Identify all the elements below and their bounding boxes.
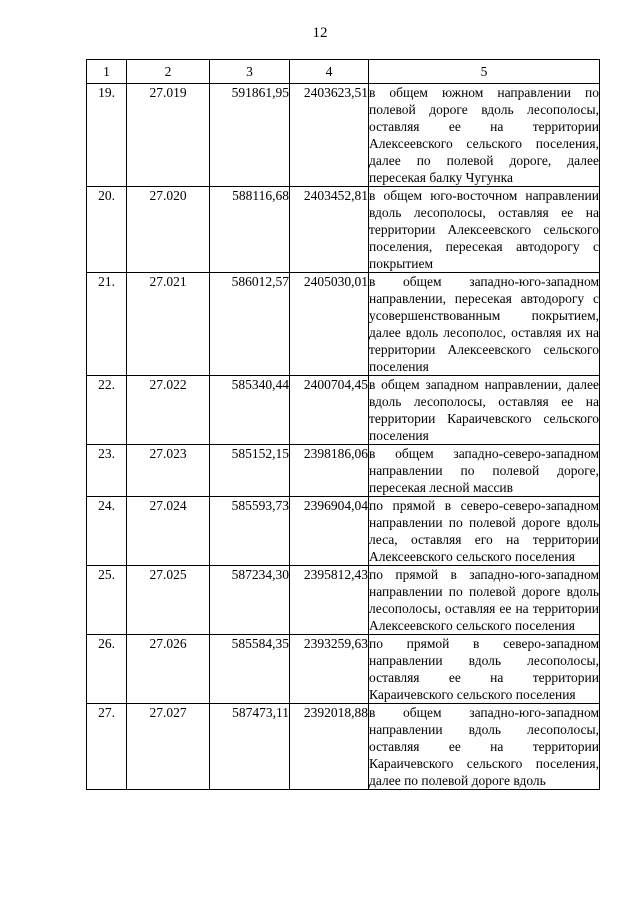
boundary-description: по прямой в западно-юго-западном направлении по полевой дороге вдоль лесополосы, оставляя ее на территории Алексеевского сельского поселения [369, 567, 599, 633]
boundary-description: по прямой в северо-северо-западном направлении по полевой дороге вдоль леса, оставляя его на территории Алексеевского сельского поселения [369, 498, 599, 564]
point-code: 27.020 [127, 187, 210, 273]
coordinate-x: 587473,11 [210, 704, 290, 790]
coordinate-x: 586012,57 [210, 273, 290, 376]
coordinate-x: 585593,73 [210, 497, 290, 566]
row-number: 19. [87, 84, 127, 187]
point-code: 27.026 [127, 635, 210, 704]
coordinate-x: 585340,44 [210, 376, 290, 445]
boundary-description: в общем западно-юго-западном направлении вдоль лесополосы, оставляя ее на территории Караичевского сельского поселения, далее по полевой дороге вдоль [369, 705, 599, 788]
point-code: 27.024 [127, 497, 210, 566]
coordinate-x: 588116,68 [210, 187, 290, 273]
coordinate-y: 2395812,43 [290, 566, 369, 635]
table-body [87, 84, 600, 790]
boundary-description: в общем юго-восточном направлении вдоль лесополосы, оставляя ее на территории Алексеевского сельского поселения, пересекая автодорогу с покрытием [369, 188, 599, 271]
coordinate-x: 587234,30 [210, 566, 290, 635]
table-row [87, 445, 600, 497]
point-code: 27.022 [127, 376, 210, 445]
header-col-5: 5 [369, 60, 600, 84]
boundary-description: по прямой в северо-западном направлении вдоль лесополосы, оставляя ее на территории Караичевского сельского поселения [369, 636, 599, 702]
header-col-3: 3 [210, 60, 290, 84]
row-number: 27. [87, 704, 127, 790]
coordinate-y: 2405030,01 [290, 273, 369, 376]
coordinate-y: 2393259,63 [290, 635, 369, 704]
point-code: 27.025 [127, 566, 210, 635]
point-code: 27.027 [127, 704, 210, 790]
header-col-4: 4 [290, 60, 369, 84]
row-number: 26. [87, 635, 127, 704]
coordinate-x: 585584,35 [210, 635, 290, 704]
row-number: 21. [87, 273, 127, 376]
coordinate-x: 585152,15 [210, 445, 290, 497]
coordinate-y: 2398186,06 [290, 445, 369, 497]
table-row [87, 187, 600, 273]
table-row [87, 497, 600, 566]
boundary-coordinates-table [86, 59, 600, 790]
point-code: 27.021 [127, 273, 210, 376]
coordinate-x: 591861,95 [210, 84, 290, 187]
page-number: 12 [312, 25, 328, 41]
table-row [87, 84, 600, 187]
coordinate-y: 2392018,88 [290, 704, 369, 790]
header-col-1: 1 [87, 60, 127, 84]
table-row [87, 635, 600, 704]
point-code: 27.019 [127, 84, 210, 187]
boundary-description: в общем западно-северо-западном направлении по полевой дороге, пересекая лесной массив [369, 446, 599, 495]
row-number: 20. [87, 187, 127, 273]
table-row [87, 704, 600, 790]
boundary-description: в общем западном направлении, далее вдоль лесополосы, оставляя ее на территории Караичевского сельского поселения [369, 377, 599, 443]
coordinate-y: 2403623,51 [290, 84, 369, 187]
coordinate-y: 2396904,04 [290, 497, 369, 566]
boundary-description: в общем южном направлении по полевой дороге вдоль лесополосы, оставляя ее на территории Алексеевского сельского поселения, далее по полевой дороге, далее пересекая балку Чугунка [369, 85, 599, 185]
table-row [87, 566, 600, 635]
table-row [87, 376, 600, 445]
point-code: 27.023 [127, 445, 210, 497]
row-number: 22. [87, 376, 127, 445]
row-number: 24. [87, 497, 127, 566]
header-col-2: 2 [127, 60, 210, 84]
coordinate-y: 2403452,81 [290, 187, 369, 273]
table-row [87, 273, 600, 376]
row-number: 25. [87, 566, 127, 635]
coordinate-y: 2400704,45 [290, 376, 369, 445]
row-number: 23. [87, 445, 127, 497]
header-row [87, 60, 600, 84]
boundary-description: в общем западно-юго-западном направлении, пересекая автодорогу с усовершенствованным покрытием, далее вдоль лесополос, оставляя их на территории Алексеевского сельского поселения [369, 274, 599, 374]
